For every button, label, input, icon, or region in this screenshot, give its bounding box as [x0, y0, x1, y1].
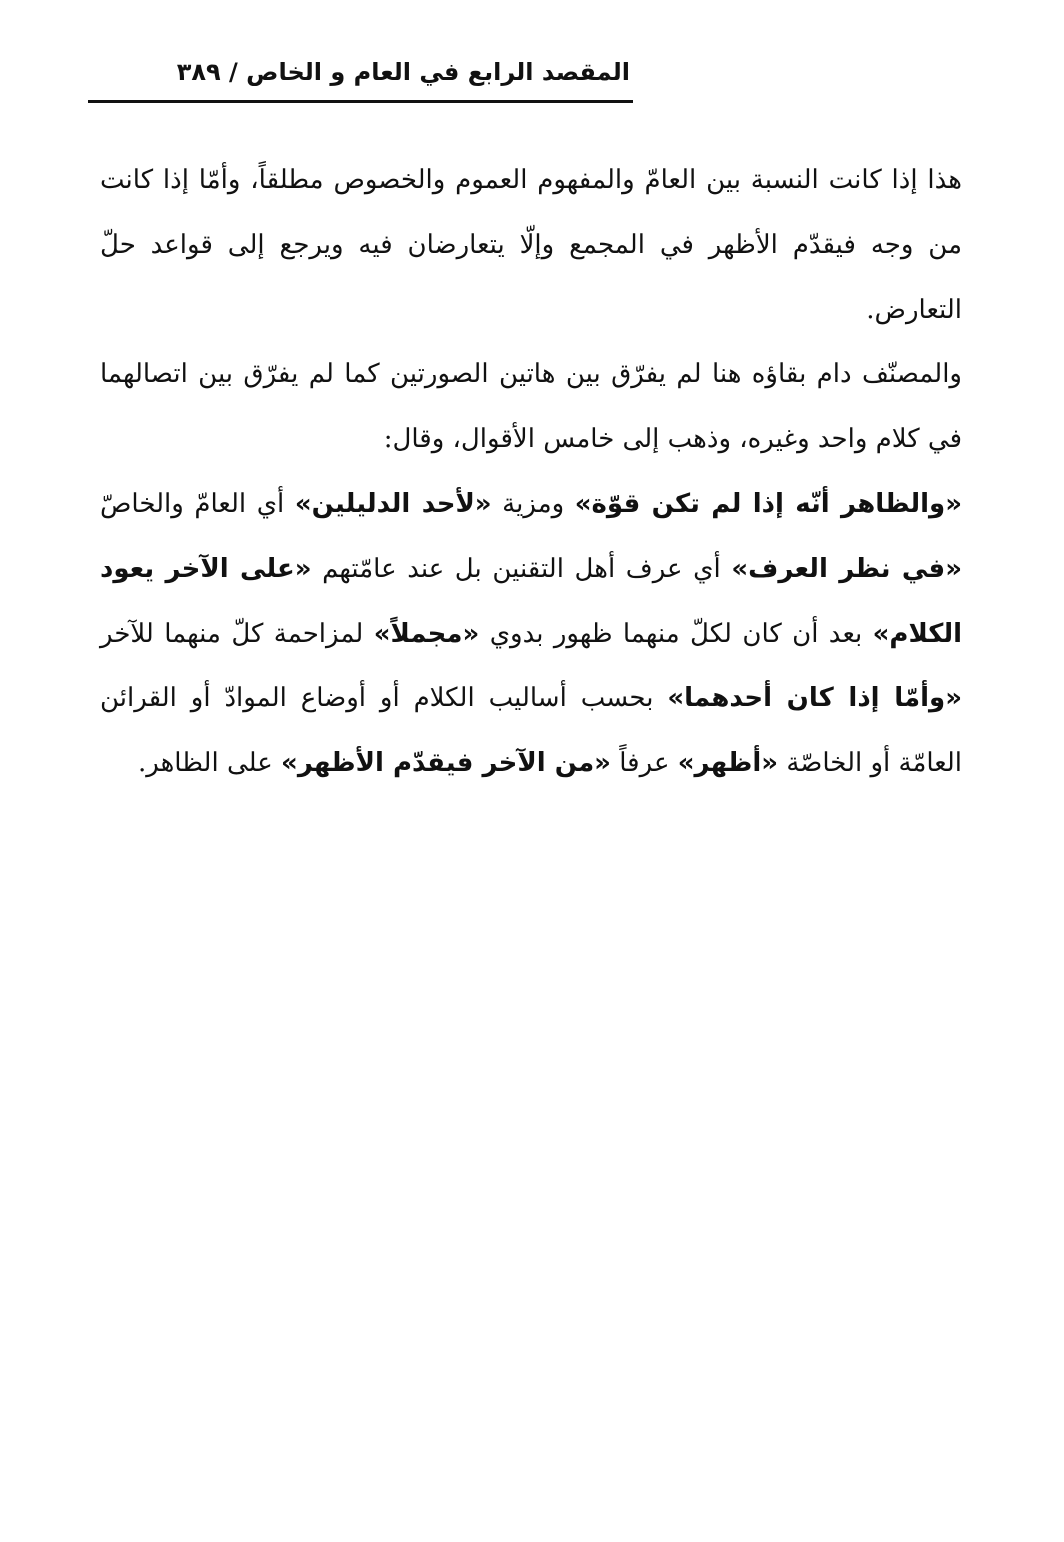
paragraph-text: والمصنّف دام بقاؤه هنا لم يفرّق بين هاتين الصورتين كما لم يفرّق بين اتصالهما في كلام واحد وغيره، وذهب إلى خامس الأقوال، وقال: [100, 359, 962, 455]
paragraph-1 [100, 148, 962, 342]
paragraph-text: هذا إذا كانت النسبة بين العامّ والمفهوم العموم والخصوص مطلقاً، وأمّا إذا كانت من وجه فيقدّم الأظهر في المجمع وإلّا يتعارضان فيه ويرجع إلى قواعد حلّ التعارض. [100, 165, 962, 325]
commentary-text: على الظاهر. [137, 748, 282, 779]
quoted-text-bold: «مجملاً» [373, 618, 480, 649]
header-divider [88, 100, 633, 103]
quoted-text-bold: «والظاهر أنّه إذا لم تكن قوّة» [574, 488, 962, 519]
paragraph-2 [100, 342, 962, 472]
running-header: المقصد الرابع في العام و الخاص / ٣٨٩ [176, 58, 630, 86]
quoted-text-bold: «على الآخر يعود الكلام» [100, 553, 963, 649]
commentary-text: لمزاحمة كلّ منهما للآخر [100, 618, 374, 649]
commentary-text: بعد أن كان لكلّ منهما ظهور بدوي [479, 618, 873, 649]
page-body [100, 148, 962, 796]
quoted-text-bold: «أظهر» [677, 748, 779, 779]
commentary-text: بحسب أساليب الكلام أو أوضاع الموادّ أو القرائن العامّة أو الخاصّة [100, 683, 962, 779]
quoted-text-bold: «من الآخر فيقدّم الأظهر» [281, 748, 611, 779]
commentary-text: أي العامّ والخاصّ [100, 488, 295, 519]
paragraph-3 [100, 472, 962, 796]
commentary-text: عرفاً [610, 748, 678, 779]
quoted-text-bold: «لأحد الدليلين» [294, 488, 492, 519]
quoted-text-bold: «وأمّا إذا كان أحدهما» [667, 683, 962, 714]
commentary-text: ومزية [491, 488, 575, 519]
quoted-text-bold: «في نظر العرف» [731, 553, 962, 584]
commentary-text: أي عرف أهل التقنين بل عند عامّتهم [311, 553, 732, 584]
